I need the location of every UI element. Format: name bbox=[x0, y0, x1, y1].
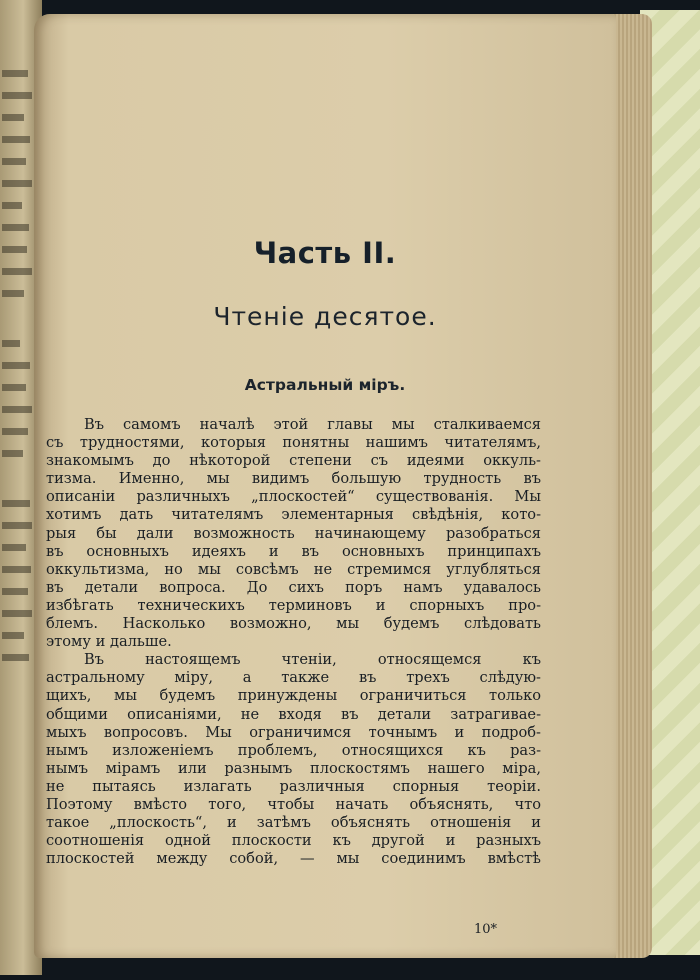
text-line: нымъ изложеніемъ проблемъ, относящихся къ раз- bbox=[46, 741, 541, 759]
page-edges bbox=[612, 14, 652, 958]
page-number: 10* bbox=[474, 922, 498, 937]
text-line: такое „плоскость“, и затѣмъ объяснять отношенія и bbox=[46, 814, 541, 832]
text-line: рыя бы дали возможность начинающему разобраться bbox=[46, 524, 541, 542]
section-title: Астральный міръ. bbox=[244, 376, 406, 394]
part-title: Часть II. bbox=[253, 236, 397, 270]
chapter-title: Чтеніе десятое. bbox=[213, 302, 437, 331]
text-line: мыхъ вопросовъ. Мы ограничимся точнымъ и подроб- bbox=[46, 723, 541, 741]
text-line: въ основныхъ идеяхъ и въ основныхъ принципахъ bbox=[46, 542, 541, 560]
text-line: тизма. Именно, мы видимъ большую трудность въ bbox=[46, 470, 541, 488]
text-line: Поэтому вмѣсто того, чтобы начать объяснять, что bbox=[46, 795, 541, 813]
text-line: общими описаніями, не входя въ детали затрагивае- bbox=[46, 705, 541, 723]
text-line: плоскостей между собой, — мы соединимъ вмѣстѣ bbox=[46, 850, 541, 868]
text-line: блемъ. Насколько возможно, мы будемъ слѣдовать bbox=[46, 615, 541, 633]
text-line: знакомымъ до нѣкоторой степени съ идеями оккуль- bbox=[46, 452, 541, 470]
text-line: этому и дальше. bbox=[46, 633, 172, 651]
text-line: соотношенія одной плоскости къ другой и разныхъ bbox=[46, 832, 541, 850]
text-line: не пытаясь излагать различныя спорныя теоріи. bbox=[46, 777, 541, 795]
text-line: оккультизма, но мы совсѣмъ не стремимся углубляться bbox=[46, 560, 541, 578]
text-line: избѣгать техническихъ терминовъ и спорныхъ про- bbox=[46, 596, 541, 614]
text-line: астральному міру, а также въ трехъ слѣдую- bbox=[46, 669, 541, 687]
text-line: въ детали вопроса. До сихъ поръ намъ удавалось bbox=[46, 578, 541, 596]
text-line: Въ настоящемъ чтеніи, относящемся къ bbox=[84, 651, 541, 669]
text-line: съ трудностями, которыя понятны нашимъ читателямъ, bbox=[46, 434, 541, 452]
book-page bbox=[34, 14, 616, 958]
text-line: щихъ, мы будемъ принуждены ограничиться только bbox=[46, 687, 541, 705]
text-line: описаніи различныхъ „плоскостей“ существованія. Мы bbox=[46, 488, 541, 506]
text-line: нымъ мірамъ или разнымъ плоскостямъ нашего міра, bbox=[46, 759, 541, 777]
text-line: Въ самомъ началѣ этой главы мы сталкиваемся bbox=[84, 416, 541, 433]
text-line: хотимъ дать читателямъ элементарныя свѣдѣнія, кото- bbox=[46, 506, 541, 524]
body-text bbox=[46, 416, 541, 868]
